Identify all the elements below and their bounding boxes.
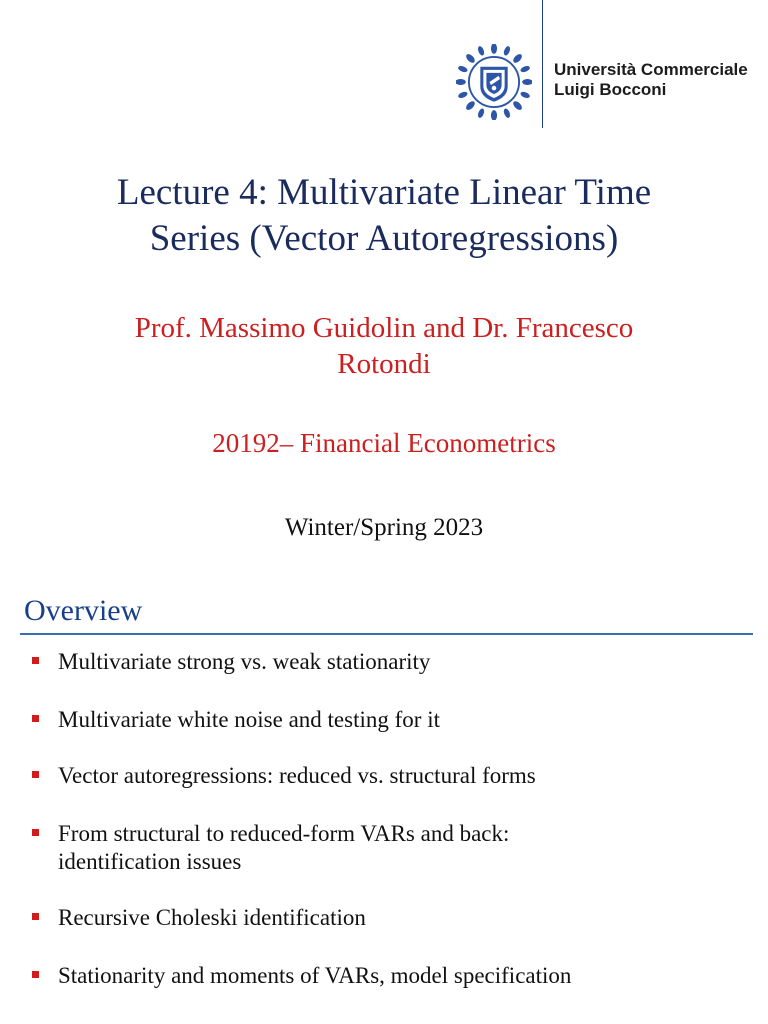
- overview-list-item: [30, 962, 750, 990]
- overview-item-text: identification issues: [58, 849, 242, 874]
- authors: [30, 310, 738, 382]
- overview-list-item: [30, 706, 750, 734]
- bullet-square-icon: [32, 771, 39, 778]
- overview-list-item: [30, 904, 750, 932]
- lecture-title: [20, 170, 748, 262]
- course-name: 20192– Financial Econometrics: [212, 428, 556, 458]
- bullet-square-icon: [32, 971, 39, 978]
- overview-list-item: [30, 820, 750, 876]
- overview-item-text: Stationarity and moments of VARs, model specification: [58, 963, 572, 988]
- bullet-square-icon: [32, 913, 39, 920]
- overview-list-item: [30, 762, 750, 790]
- authors-line2: Rotondi: [337, 348, 431, 380]
- university-name-line1: Università Commerciale: [554, 60, 748, 79]
- overview-item-text: Multivariate white noise and testing for it: [58, 707, 440, 732]
- logo-divider: [542, 0, 543, 128]
- term: Winter/Spring 2023: [284, 514, 484, 541]
- lecture-title-line1: Lecture 4: Multivariate Linear Time: [116, 172, 652, 213]
- overview-item-text: Multivariate strong vs. weak stationarity: [58, 649, 431, 674]
- lecture-title-line2: Series (Vector Autoregressions): [149, 218, 619, 259]
- bullet-square-icon: [32, 829, 39, 836]
- overview-item-text: From structural to reduced-form VARs and back:: [58, 821, 510, 846]
- overview-heading: Overview: [24, 594, 143, 627]
- authors-line1: Prof. Massimo Guidolin and Dr. Francesco: [134, 312, 634, 344]
- overview-divider: [20, 633, 753, 635]
- bocconi-seal-icon: [456, 44, 532, 120]
- overview-item-text: Vector autoregressions: reduced vs. structural forms: [58, 763, 536, 788]
- bullet-square-icon: [32, 715, 39, 722]
- bullet-square-icon: [32, 657, 39, 664]
- overview-item-text: Recursive Choleski identification: [58, 905, 366, 930]
- overview-list-item: [30, 648, 750, 676]
- university-name: [554, 60, 748, 100]
- university-name-line2: Luigi Bocconi: [554, 80, 667, 99]
